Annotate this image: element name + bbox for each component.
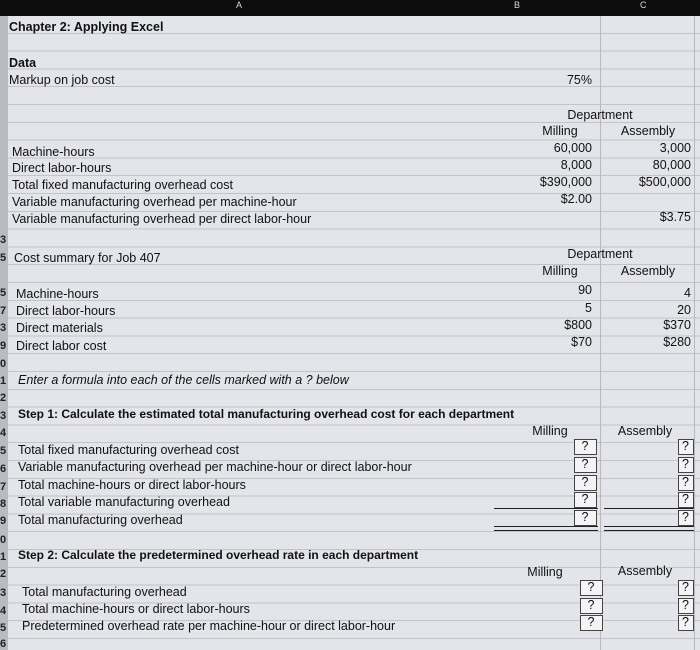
row-number[interactable]: 3 <box>0 410 7 422</box>
row-number[interactable]: 3 <box>0 322 7 334</box>
row-number[interactable]: 1 <box>0 375 7 387</box>
sum-underline <box>604 508 694 509</box>
formula-placeholder[interactable]: ? <box>581 439 589 453</box>
column-header-b[interactable]: B <box>514 0 521 10</box>
job-section-label[interactable]: Cost summary for Job 407 <box>14 251 161 265</box>
markup-label[interactable]: Markup on job cost <box>9 73 115 87</box>
step1-assembly-header[interactable]: Assembly <box>617 424 673 438</box>
row-number[interactable]: 9 <box>0 515 7 527</box>
row-number[interactable]: 3 <box>0 234 7 246</box>
row-number[interactable]: 9 <box>0 340 7 352</box>
formula-placeholder[interactable]: ? <box>682 475 689 489</box>
data-row-label[interactable]: Variable manufacturing overhead per machine-hour <box>12 195 297 209</box>
column-divider <box>694 16 695 650</box>
data-row-assembly[interactable]: 3,000 <box>659 141 691 155</box>
formula-placeholder[interactable]: ? <box>581 457 589 471</box>
milling-header[interactable]: Milling <box>542 124 578 138</box>
formula-placeholder[interactable]: ? <box>682 598 689 612</box>
formula-placeholder[interactable]: ? <box>581 492 589 506</box>
column-header-a[interactable]: A <box>236 0 243 10</box>
row-number[interactable]: 6 <box>0 638 7 650</box>
formula-placeholder[interactable]: ? <box>682 580 689 594</box>
job-row-label[interactable]: Machine-hours <box>16 287 99 301</box>
job-assembly-header[interactable]: Assembly <box>620 264 676 278</box>
formula-placeholder[interactable]: ? <box>581 510 589 524</box>
row-number[interactable]: 5 <box>0 622 7 634</box>
step1-row-label[interactable]: Total manufacturing overhead <box>18 513 183 527</box>
markup-value[interactable]: 75% <box>566 73 592 87</box>
step2-row-label[interactable]: Total machine-hours or direct labor-hours <box>22 602 250 616</box>
row-number[interactable]: 0 <box>0 534 7 546</box>
step2-assembly-header[interactable]: Assembly <box>617 564 673 578</box>
step2-row-label[interactable]: Total manufacturing overhead <box>22 585 187 599</box>
formula-placeholder[interactable]: ? <box>682 510 689 524</box>
row-number[interactable]: 5 <box>0 445 7 457</box>
data-row-assembly[interactable]: 80,000 <box>652 158 691 172</box>
job-department-header[interactable]: Department <box>567 247 633 261</box>
job-row-milling[interactable]: $800 <box>564 318 592 332</box>
row-number[interactable]: 3 <box>0 587 7 599</box>
step1-row-label[interactable]: Total fixed manufacturing overhead cost <box>18 443 239 457</box>
row-number[interactable]: 4 <box>0 605 7 617</box>
row-number[interactable]: 5 <box>0 252 7 264</box>
job-row-label[interactable]: Direct materials <box>16 321 103 335</box>
data-row-assembly[interactable]: $500,000 <box>638 175 691 189</box>
job-row-assembly[interactable]: 4 <box>684 286 691 300</box>
formula-placeholder[interactable]: ? <box>682 439 689 453</box>
instruction-text[interactable]: Enter a formula into each of the cells marked with a ? below <box>18 373 349 387</box>
job-row-milling[interactable]: $70 <box>571 335 592 349</box>
data-row-milling[interactable]: 8,000 <box>560 158 592 172</box>
step1-row-label[interactable]: Total variable manufacturing overhead <box>18 495 230 509</box>
job-row-milling[interactable]: 90 <box>578 283 592 297</box>
step1-label[interactable]: Step 1: Calculate the estimated total manufacturing overhead cost for each department <box>18 407 515 421</box>
data-row-milling[interactable]: $2.00 <box>560 192 592 206</box>
job-row-label[interactable]: Direct labor cost <box>16 339 107 353</box>
row-number[interactable]: 7 <box>0 481 7 493</box>
data-row-label[interactable]: Variable manufacturing overhead per direct labor-hour <box>12 212 312 226</box>
step2-milling-header[interactable]: Milling <box>527 565 563 579</box>
step2-row-label[interactable]: Predetermined overhead rate per machine-hour or direct labor-hour <box>22 619 396 633</box>
sheet-title[interactable]: Chapter 2: Applying Excel <box>9 20 164 34</box>
data-row-label[interactable]: Machine-hours <box>12 145 95 159</box>
formula-placeholder[interactable]: ? <box>682 457 689 471</box>
assembly-header[interactable]: Assembly <box>620 124 676 138</box>
formula-placeholder[interactable]: ? <box>587 598 595 612</box>
row-number[interactable]: 2 <box>0 568 7 580</box>
formula-placeholder[interactable]: ? <box>682 492 689 506</box>
row-number[interactable]: 1 <box>0 551 7 563</box>
total-double-underline <box>604 526 694 531</box>
column-header-bar <box>0 0 700 16</box>
data-row-milling[interactable]: 60,000 <box>553 141 592 155</box>
row-number[interactable]: 2 <box>0 392 7 404</box>
formula-placeholder[interactable]: ? <box>581 475 589 489</box>
row-number[interactable]: 7 <box>0 305 7 317</box>
formula-placeholder[interactable]: ? <box>587 580 595 594</box>
job-milling-header[interactable]: Milling <box>542 264 578 278</box>
row-number[interactable]: 4 <box>0 427 7 439</box>
job-row-assembly[interactable]: $280 <box>663 335 691 349</box>
data-row-assembly[interactable]: $3.75 <box>659 210 691 224</box>
total-double-underline <box>494 526 598 531</box>
formula-placeholder[interactable]: ? <box>682 615 689 629</box>
formula-placeholder[interactable]: ? <box>587 615 595 629</box>
row-number[interactable]: 6 <box>0 463 7 475</box>
department-header[interactable]: Department <box>567 108 633 122</box>
data-row-label[interactable]: Direct labor-hours <box>12 161 112 175</box>
row-number[interactable]: 8 <box>0 498 7 510</box>
job-row-assembly[interactable]: $370 <box>663 318 691 332</box>
job-row-assembly[interactable]: 20 <box>677 303 691 317</box>
step1-milling-header[interactable]: Milling <box>532 424 568 438</box>
job-row-milling[interactable]: 5 <box>585 301 592 315</box>
sum-underline <box>494 508 598 509</box>
row-number[interactable]: 5 <box>0 287 7 299</box>
step1-row-label[interactable]: Variable manufacturing overhead per machine-hour or direct labor-hour <box>18 460 412 474</box>
job-row-label[interactable]: Direct labor-hours <box>16 304 116 318</box>
step1-row-label[interactable]: Total machine-hours or direct labor-hours <box>18 478 246 492</box>
data-row-label[interactable]: Total fixed manufacturing overhead cost <box>12 178 233 192</box>
data-row-milling[interactable]: $390,000 <box>539 175 592 189</box>
row-number[interactable]: 0 <box>0 358 7 370</box>
step2-label[interactable]: Step 2: Calculate the predetermined overhead rate in each department <box>18 548 419 562</box>
column-header-c[interactable]: C <box>640 0 647 10</box>
data-section-label[interactable]: Data <box>9 56 37 70</box>
